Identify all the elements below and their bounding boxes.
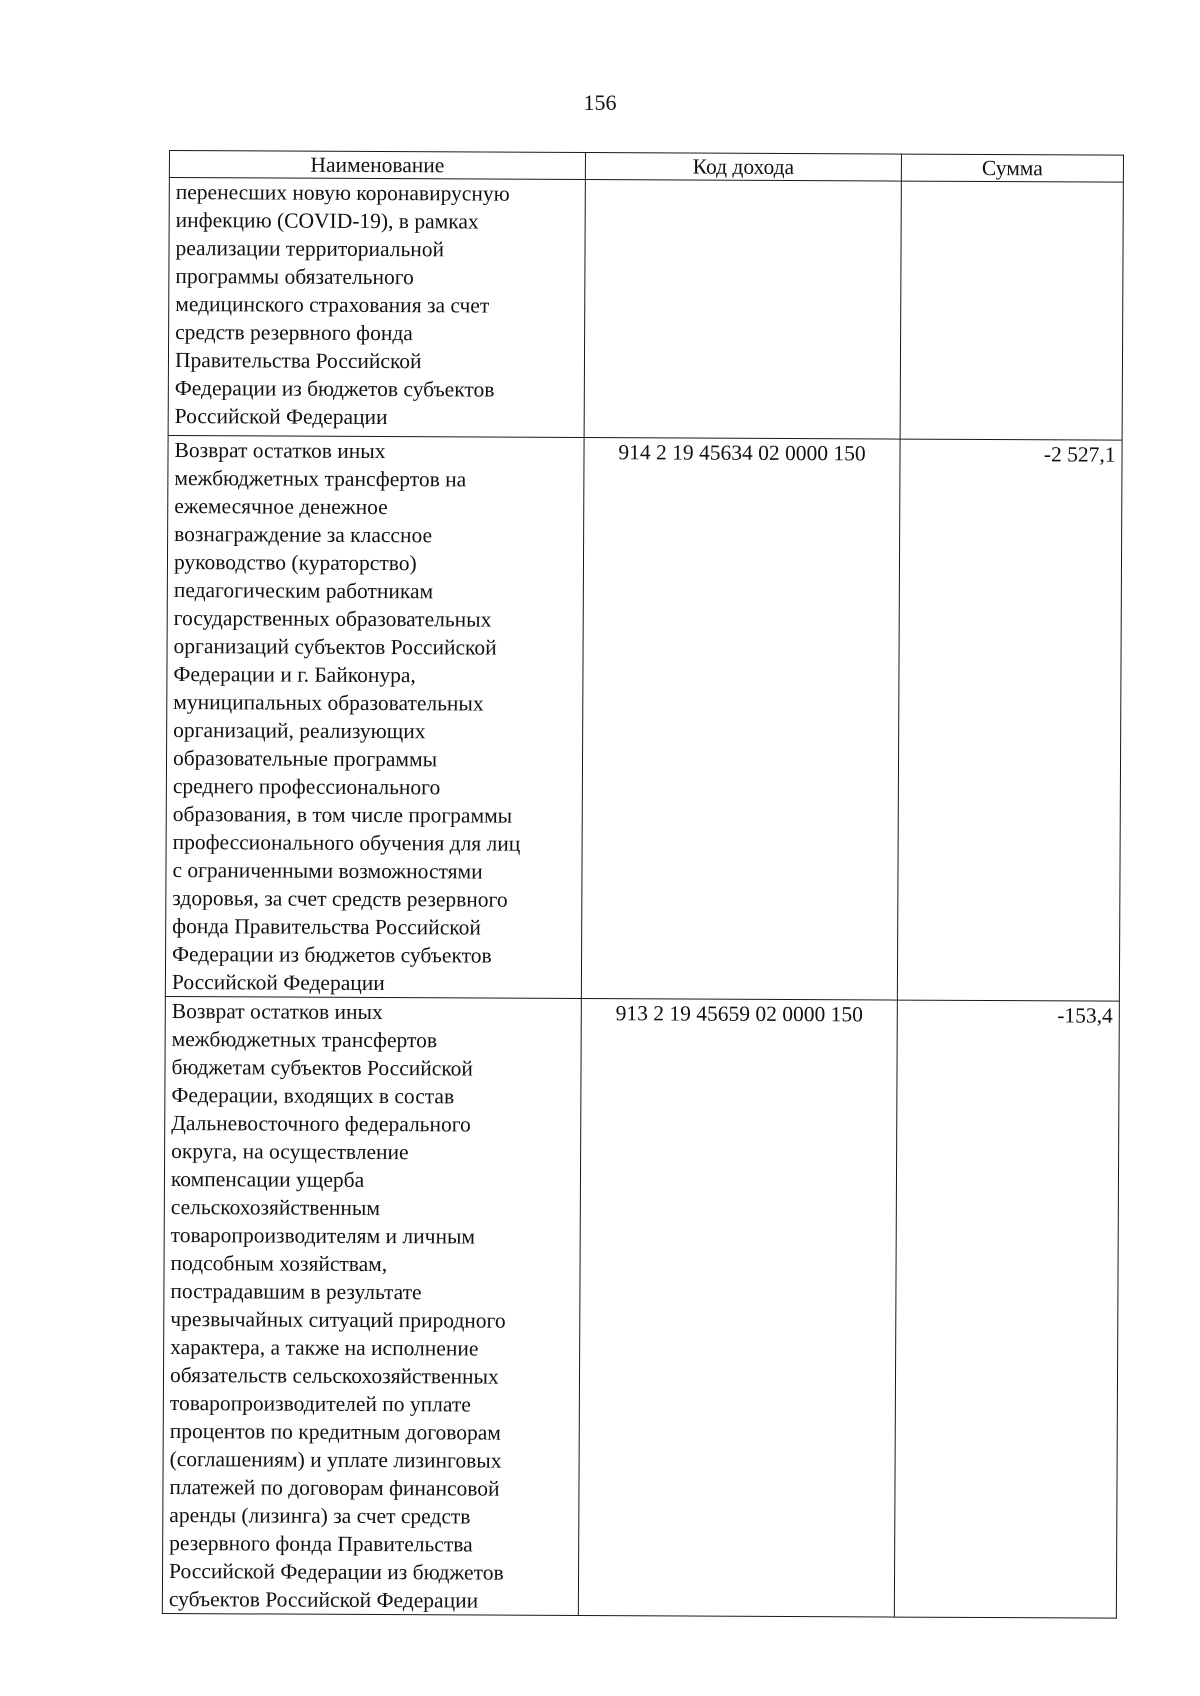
table-row	[165, 435, 1122, 1001]
row-sum-cell: -153,4	[894, 1000, 1119, 1618]
table-header-row	[169, 151, 1123, 183]
row-code-cell	[584, 180, 901, 440]
row-name-cell: Возврат остатков иных межбюджетных трансфертов бюджетам субъектов Российской Федерации, входящих в состав Дальневосточного федерального округа, на осуществление компенсации ущерба сельскохозяйственным товаропроизводителям и личным подсобным хозяйствам, пострадавшим в результате чрезвычайных ситуаций природного характера, а также на исполнение обязательств сельскохозяйственных товаропроизводителей по уплате процентов по кредитным договорам (соглашениям) и уплате лизинговых платежей по договорам финансовой аренды (лизинга) за счет средств резервного фонда Правительства Российской Федерации из бюджетов субъектов Российской Федерации	[162, 996, 581, 1615]
row-code-cell: 913 2 19 45659 02 0000 150	[578, 999, 897, 1618]
header-sum: Сумма	[901, 154, 1123, 182]
row-sum-cell: -2 527,1	[897, 439, 1122, 1001]
row-name-cell: Возврат остатков иных межбюджетных трансфертов на ежемесячное денежное вознаграждение за классное руководство (кураторство) педагогическим работникам государственных образовательных организаций субъектов Российской Федерации и г. Байконура, муниципальных образовательных организаций, реализующих образовательные программы среднего профессионального образования, в том числе программы профессионального обучения для лиц с ограниченными возможностями здоровья, за счет средств резервного фонда Правительства Российской Федерации из бюджетов субъектов Российской Федерации	[165, 435, 584, 998]
row-sum-cell	[900, 181, 1123, 440]
table-row	[168, 178, 1123, 441]
table-row	[162, 996, 1119, 1618]
page-number: 156	[583, 90, 617, 115]
row-code-cell: 914 2 19 45634 02 0000 150	[581, 438, 900, 1001]
header-income-code: Код дохода	[585, 153, 901, 182]
income-table	[162, 150, 1124, 1619]
header-name: Наименование	[169, 151, 585, 180]
row-name-cell: перенесших новую коронавирусную инфекцию (COVID-19), в рамках реализации территориальной программы обязательного медицинского страхования за счет средств резервного фонда Правительства Российской Федерации из бюджетов субъектов Российской Федерации	[168, 178, 585, 438]
